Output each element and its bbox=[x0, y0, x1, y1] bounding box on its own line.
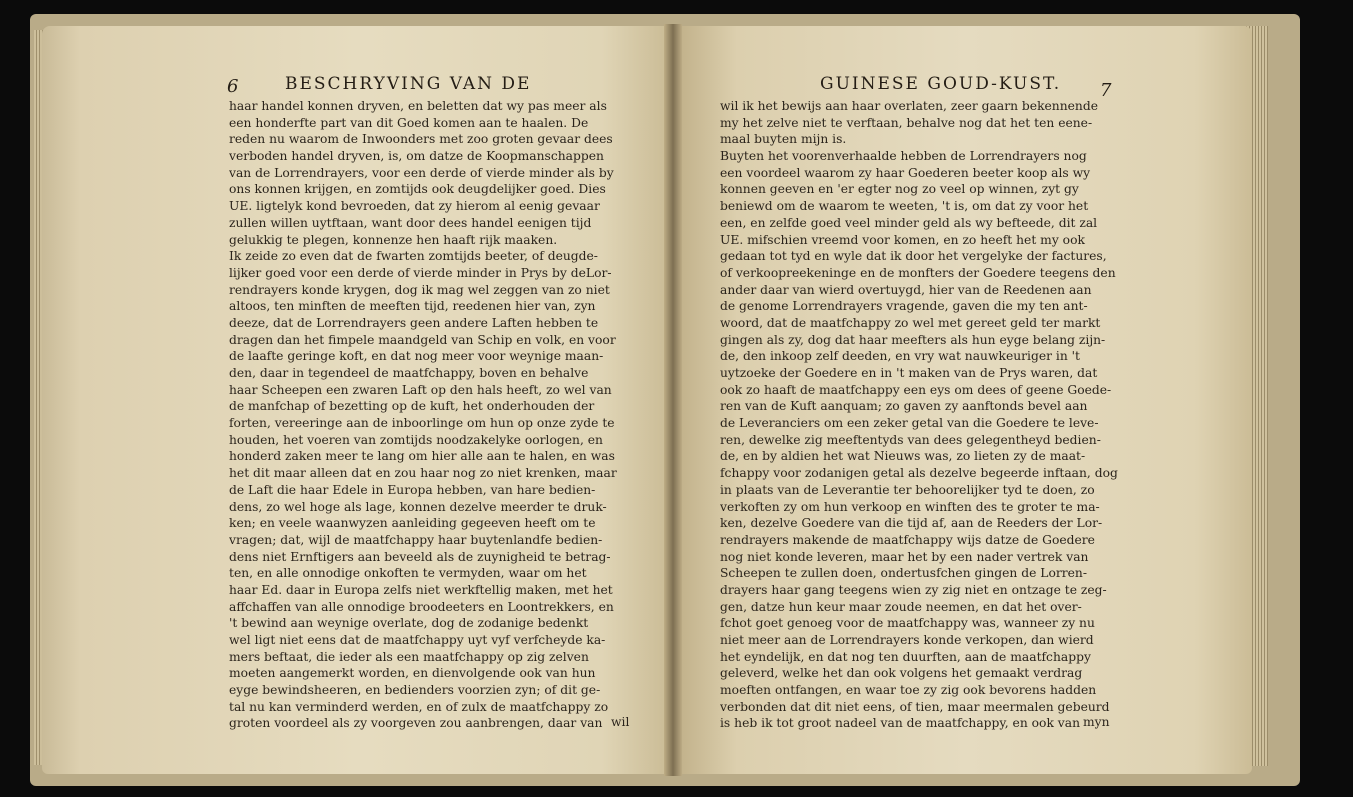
left-text-line: houden, het voeren van zomtijds noodzakelyke oorlogen, en bbox=[229, 432, 603, 447]
left-text-line: den, daar in tegendeel de maatfchappy, boven en behalve bbox=[229, 366, 589, 380]
left-page-header: BESCHRYVING VAN DE bbox=[285, 74, 532, 94]
right-text-line: ren, dewelke zig meeftentyds van dees gelegentheyd bedien- bbox=[720, 432, 1101, 447]
right-text-line: my het zelve niet te verftaan, behalve nog dat het ten eene- bbox=[720, 115, 1093, 130]
right-page bbox=[680, 26, 1252, 774]
left-text-line: het dit maar alleen dat en zou haar nog zo niet krenken, maar bbox=[229, 466, 617, 481]
left-text-line: deeze, dat de Lorrendrayers geen andere Laften hebben te bbox=[229, 315, 599, 330]
left-text-line: Ik zeide zo even dat de fwarten zomtijds beeter, of deugde- bbox=[229, 249, 598, 264]
left-text-line: groten voordeel als zy voorgeven zou aanbrengen, daar van bbox=[229, 716, 603, 731]
left-text-line: UE. ligtelyk kond bevroeden, dat zy hierom al eenig gevaar bbox=[229, 199, 600, 214]
right-text-line: verkoften zy om hun verkoop en winften des te groter te ma- bbox=[720, 499, 1100, 514]
right-text-line: ken, dezelve Goedere van die tijd af, aan de Reeders der Lor- bbox=[720, 516, 1103, 531]
right-text-line: de, en by aldien het wat Nieuws was, zo lieten zy de maat- bbox=[720, 449, 1086, 464]
left-text-line: de manfchap of bezetting op de kuft, het onderhouden der bbox=[229, 399, 595, 414]
left-text-line: mers beftaat, die ieder als een maatfchappy op zig zelven bbox=[229, 649, 589, 664]
right-page-body bbox=[720, 98, 1118, 732]
right-text-line: gen, datze hun keur maar zoude neemen, en dat het over- bbox=[720, 599, 1082, 614]
left-text-line: rendrayers konde krygen, dog ik mag wel zeggen van zo niet bbox=[229, 282, 610, 297]
left-text-line: tal nu kan verminderd werden, en of zulx de maatfchappy zo bbox=[229, 699, 609, 714]
right-text-line: de, den inkoop zelf deeden, en vry wat nauwkeuriger in 't bbox=[720, 349, 1080, 364]
left-text-line: ons konnen krijgen, en zomtijds ook deugdelijker goed. Dies bbox=[229, 182, 606, 197]
left-text-line: gelukkig te plegen, konnenze hen haaft rijk maaken. bbox=[229, 232, 558, 247]
right-text-line: een voordeel waarom zy haar Goederen beeter koop als wy bbox=[720, 165, 1091, 180]
right-text-line: rendrayers makende de maatfchappy wijs datze de Goedere bbox=[720, 532, 1095, 547]
right-text-line: is heb ik tot groot nadeel van de maatfchappy, en ook van bbox=[720, 716, 1081, 731]
right-text-line: gingen als zy, dog dat haar meefters als hun eyge belang zijn- bbox=[720, 332, 1106, 347]
right-text-line: een, en zelfde goed veel minder geld als wy befteede, dit zal bbox=[720, 215, 1098, 230]
right-text-line: geleverd, welke het dan ook volgens het gemaakt verdrag bbox=[720, 666, 1083, 681]
left-text-line: ken; en veele waanwyzen aanleiding gegeeven heeft om te bbox=[229, 516, 596, 531]
left-text-line: ten, en alle onnodige onkoften te vermyden, waar om het bbox=[229, 566, 587, 581]
right-text-line: drayers haar gang teegens wien zy zig niet en ontzage te zeg- bbox=[720, 582, 1107, 597]
left-page bbox=[42, 26, 678, 774]
right-page-header: GUINESE GOUD-KUST. bbox=[820, 74, 1062, 94]
right-text-line: fchappy voor zodanigen getal als dezelve begeerde inftaan, dog bbox=[720, 466, 1118, 481]
left-text-line: wel ligt niet eens dat de maatfchappy uyt vyf verfcheyde ka- bbox=[229, 633, 606, 647]
right-text-line: fchot goet genoeg voor de maatfchappy was, wanneer zy nu bbox=[720, 616, 1095, 631]
left-page-number: 6 bbox=[227, 76, 239, 97]
right-text-line: wil ik het bewijs aan haar overlaten, zeer gaarn bekennende bbox=[720, 99, 1098, 113]
right-text-line: gedaan tot tyd en wyle dat ik door het vergelyke der factures, bbox=[720, 249, 1107, 264]
left-text-line: forten, vereeringe aan de inboorlinge om hun op onze zyde te bbox=[229, 416, 615, 431]
book-gutter bbox=[664, 24, 682, 776]
left-text-line: eyge bewindsheeren, en bedienders voorzien zyn; of dit ge- bbox=[229, 683, 601, 698]
left-text-line: de Laft die haar Edele in Europa hebben, van hare bedien- bbox=[229, 482, 596, 497]
right-text-line: maal buyten mijn is. bbox=[720, 132, 847, 147]
left-text-line: dragen dan het fimpele maandgeld van Schip en volk, en voor bbox=[229, 332, 616, 347]
left-text-line: verboden handel dryven, is, om datze de Koopmanschappen bbox=[229, 149, 604, 164]
right-text-line: de Leveranciers om een zeker getal van die Goedere te leve- bbox=[720, 416, 1099, 431]
right-text-line: uytzoeke der Goedere en in 't maken van de Prys waren, dat bbox=[720, 366, 1098, 380]
right-text-line: woord, dat de maatfchappy zo wel met gereet geld ter markt bbox=[720, 315, 1101, 330]
left-text-line: van de Lorrendrayers, voor een derde of vierde minder als by bbox=[229, 165, 614, 180]
left-text-line: dens, zo wel hoge als lage, konnen dezelve meerder te druk- bbox=[229, 499, 607, 514]
left-text-line: haar handel konnen dryven, en beletten dat wy pas meer als bbox=[229, 99, 607, 113]
right-text-line: ander daar van wierd overtuygd, hier van de Reedenen aan bbox=[720, 282, 1092, 297]
left-text-line: dens niet Ernftigers aan beveeld als de zuynigheid te betrag- bbox=[229, 549, 611, 564]
left-text-line: zullen willen uytftaan, want door dees handel eenigen tijd bbox=[229, 215, 592, 230]
left-text-line: affchaffen van alle onnodige broodeeters en Loontrekkers, en bbox=[229, 599, 614, 614]
left-text-line: reden nu waarom de Inwoonders met zoo groten gevaar dees bbox=[229, 132, 613, 147]
right-text-line: moeften ontfangen, en waar toe zy zig ook bevorens hadden bbox=[720, 683, 1097, 698]
right-text-line: konnen geeven en 'er egter nog zo veel op winnen, zyt gy bbox=[720, 182, 1079, 197]
left-text-line: moeten aangemerkt worden, en dienvolgende ook van hun bbox=[229, 666, 596, 681]
right-catchword: myn bbox=[1083, 715, 1110, 729]
left-text-line: haar Scheepen een zwaren Laft op den hals heeft, zo wel van bbox=[229, 382, 612, 397]
left-text-line: vragen; dat, wijl de maatfchappy haar buytenlandfe bedien- bbox=[229, 532, 603, 547]
right-text-line: verbonden dat dit niet eens, of tien, maar meermalen gebeurd bbox=[720, 699, 1110, 714]
right-text-line: het eyndelijk, en dat nog ten duurften, aan de maatfchappy bbox=[720, 649, 1091, 664]
right-text-line: in plaats van de Leverantie ter behoorelijker tyd te doen, zo bbox=[720, 482, 1095, 497]
left-text-line: honderd zaken meer te lang om hier alle aan te halen, en was bbox=[229, 449, 615, 464]
right-text-line: Scheepen te zullen doen, ondertusfchen gingen de Lorren- bbox=[720, 566, 1087, 581]
left-text-line: altoos, ten minften de meeften tijd, reedenen hier van, zyn bbox=[229, 299, 596, 314]
right-text-line: Buyten het voorenverhaalde hebben de Lorrendrayers nog bbox=[720, 149, 1087, 164]
left-page-body bbox=[229, 98, 617, 732]
left-text-line: 't bewind aan weynige overlate, dog de zodanige bedenkt bbox=[229, 616, 589, 631]
right-text-line: UE. mifschien vreemd voor komen, en zo heeft het my ook bbox=[720, 232, 1085, 247]
right-text-line: ook zo haaft de maatfchappy een eys om dees of geene Goede- bbox=[720, 382, 1112, 397]
right-text-line: niet meer aan de Lorrendrayers konde verkopen, dan wierd bbox=[720, 633, 1094, 647]
left-text-line: lijker goed voor een derde of vierde minder in Prys by deLor- bbox=[229, 265, 612, 280]
left-text-line: een honderfte part van dit Goed komen aan te haalen. De bbox=[229, 115, 589, 130]
right-text-line: beniewd om de waarom te weeten, 't is, om dat zy voor het bbox=[720, 199, 1089, 214]
right-text-line: ren van de Kuft aanquam; zo gaven zy aanftonds bevel aan bbox=[720, 399, 1088, 414]
right-text-line: nog niet konde leveren, maar het by een nader vertrek van bbox=[720, 549, 1089, 564]
left-text-line: de laafte geringe koft, en dat nog meer voor weynige maan- bbox=[229, 349, 604, 364]
left-text-line: haar Ed. daar in Europa zelfs niet werkftellig maken, met het bbox=[229, 582, 613, 597]
right-page-number: 7 bbox=[1100, 80, 1112, 101]
right-text-line: of verkoopreekeninge en de monfters der Goedere teegens den bbox=[720, 265, 1116, 280]
right-text-line: de genome Lorrendrayers vragende, gaven die my ten ant- bbox=[720, 299, 1088, 314]
left-catchword: wil bbox=[611, 715, 630, 729]
